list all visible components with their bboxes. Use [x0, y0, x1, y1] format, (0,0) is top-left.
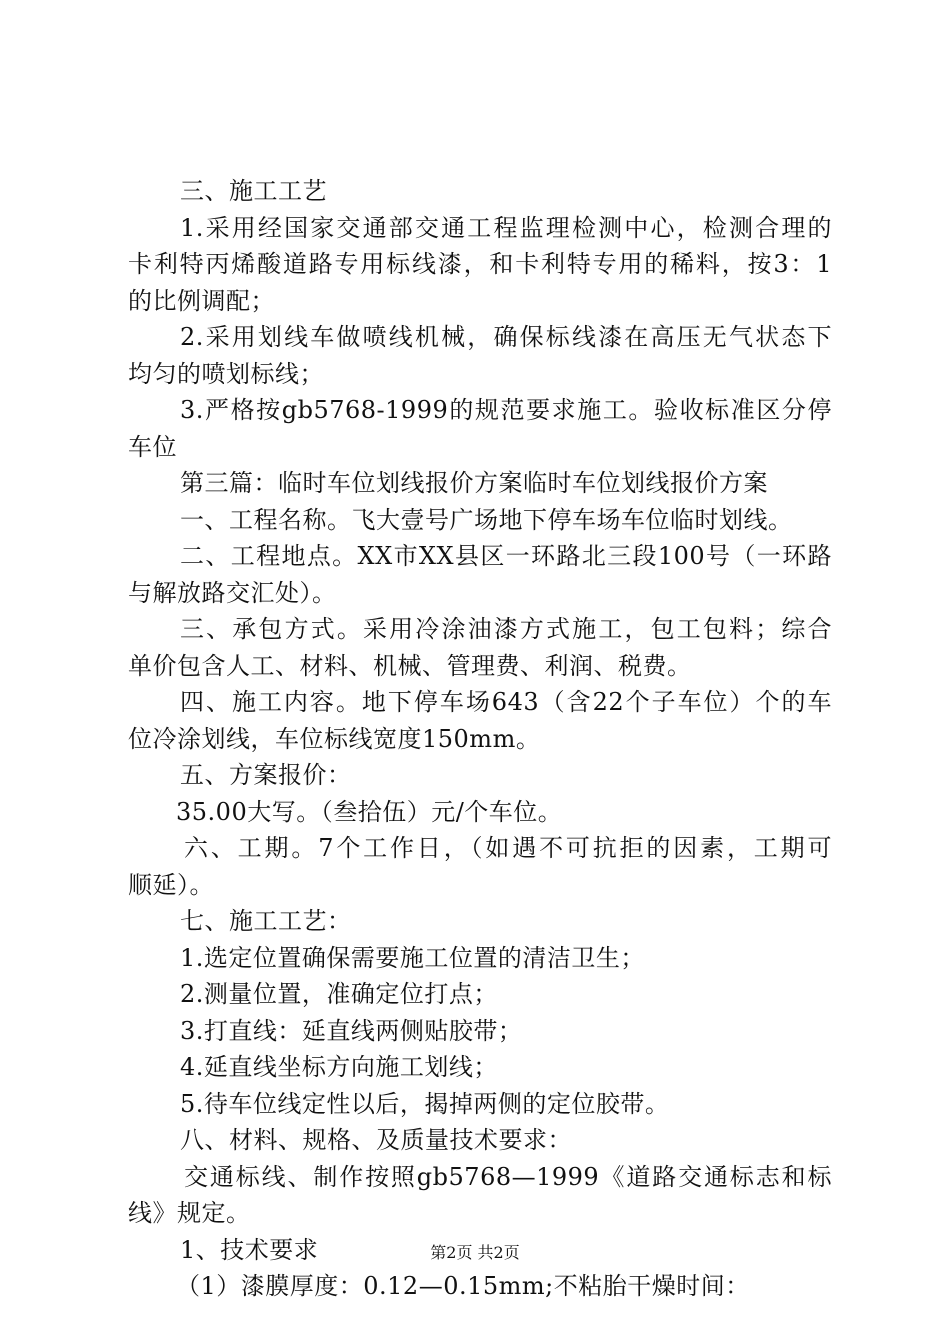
- list-item: 4.延直线坐标方向施工划线；: [180, 1053, 498, 1081]
- paragraph-line: 四、施工内容。地下停车场643（含22个子车位）个的车: [180, 688, 832, 716]
- paragraph-line: 交通标线、制作按照gb5768—1999《道路交通标志和标: [184, 1162, 832, 1191]
- list-item: 1.选定位置确保需要施工位置的清洁卫生；: [180, 943, 645, 972]
- chapter-heading: 第三篇：临时车位划线报价方案临时车位划线报价方案: [180, 469, 768, 497]
- paragraph-line: 35.00大写。（叁拾伍）元/个车位。: [176, 797, 563, 826]
- paragraph-line: 顺延）。: [128, 870, 214, 899]
- section-heading: 七、施工工艺：: [180, 907, 352, 935]
- paragraph-line: 均匀的喷划标线；: [128, 359, 324, 388]
- paragraph-line: 一、工程名称。飞大壹号广场地下停车场车位临时划线。: [180, 505, 793, 534]
- section-heading: 三、施工工艺: [180, 177, 327, 205]
- paragraph-line: 2.采用划线车做喷线机械，确保标线漆在高压无气状态下: [180, 323, 832, 351]
- subsection-heading: 1、技术要求: [180, 1235, 319, 1264]
- paragraph-line: 3.严格按gb5768-1999的规范要求施工。验收标准区分停: [180, 396, 832, 424]
- paragraph-line: 卡利特丙烯酸道路专用标线漆，和卡利特专用的稀料，按3：1: [128, 250, 832, 278]
- paragraph-line: 线》规定。: [128, 1199, 251, 1227]
- paragraph-line: 三、承包方式。采用冷涂油漆方式施工，包工包料；综合: [180, 615, 832, 643]
- paragraph-line: 与解放路交汇处）。: [128, 578, 337, 607]
- list-item: 2.测量位置，准确定位打点；: [180, 980, 498, 1008]
- paragraph-line: 六、工期。7个工作日，（如遇不可抗拒的因素，工期可: [184, 834, 832, 862]
- section-heading: 八、材料、规格、及质量技术要求：: [180, 1126, 572, 1154]
- page-number-footer: 第2页 共2页: [430, 1243, 520, 1262]
- paragraph-line: 位冷涂划线，车位标线宽度150mm。: [128, 724, 541, 753]
- paragraph-line: 二、工程地点。XX市XX县区一环路北三段100号（一环路: [180, 542, 832, 570]
- paragraph-line: 1.采用经国家交通部交通工程监理检测中心，检测合理的: [180, 213, 832, 242]
- paragraph-line: 的比例调配；: [128, 286, 275, 315]
- section-heading: 五、方案报价：: [180, 761, 352, 789]
- list-item: 3.打直线：延直线两侧贴胶带；: [180, 1016, 523, 1045]
- document-body: [128, 173, 832, 1305]
- list-item: 5.待车位线定性以后，揭掉两侧的定位胶带。: [180, 1089, 670, 1118]
- paragraph-line: （1）漆膜厚度：0.12—0.15mm;不粘胎干燥时间：: [176, 1272, 750, 1300]
- paragraph-line: 单价包含人工、材料、机械、管理费、利润、税费。: [128, 651, 692, 680]
- paragraph-line: 车位: [128, 432, 177, 461]
